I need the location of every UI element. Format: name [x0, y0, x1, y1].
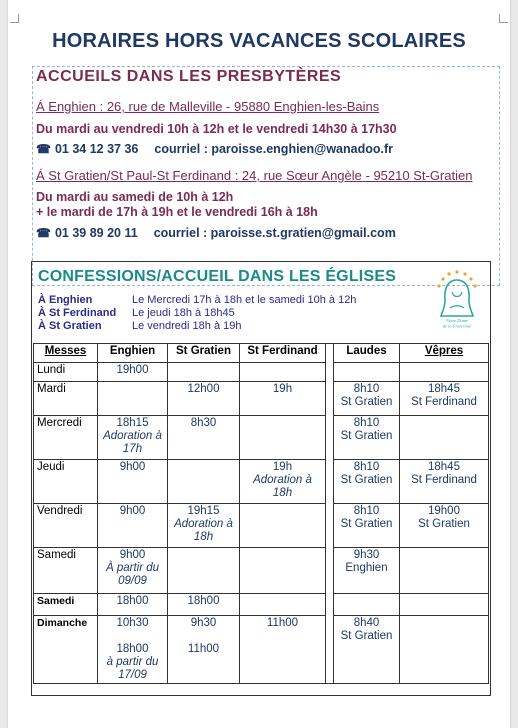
col-header-ferdinand: St Ferdinand [240, 344, 326, 363]
enghien-hours: Du mardi au vendredi 10h à 12h et le vendredi 14h30 à 17h30 [36, 122, 397, 136]
page-title: HORAIRES HORS VACANCES SCOLAIRES [52, 30, 466, 52]
gratien-address: Á St Gratien/St Paul-St Ferdinand : 24, rue Sœur Angèle - 95210 St-Gratien [36, 168, 473, 183]
gratien-hours-2: + le mardi de 17h à 19h et le vendredi 16h à 18h [36, 205, 318, 219]
table-row: Samedi 18h00 18h00 [34, 594, 489, 616]
enghien-phone: 01 34 12 37 36 [54, 142, 139, 156]
presbyteres-heading: ACCUEILS DANS LES PRESBYTÈRES [36, 68, 342, 85]
col-header-messes: Messes [34, 344, 98, 363]
table-row: Samedi 9h00 À partir du 09/09 9h30 Enghien [34, 548, 489, 594]
crop-mark-top-left [10, 14, 19, 23]
gratien-email[interactable]: courriel : paroisse.st.gratien@gmail.com [153, 226, 396, 240]
gratien-contact [36, 226, 396, 240]
svg-text:de la Fraternité: de la Fraternité [442, 323, 472, 329]
table-row: Vendredi 9h00 19h15 Adoration à 18h 8h10 St Gratien 19h00 St Gratien [34, 504, 489, 548]
col-header-enghien: Enghien [98, 344, 168, 363]
enghien-address: Á Enghien : 26, rue de Malleville - 95880 Enghien-les-Bains [36, 99, 380, 114]
svg-text:Notre Dame: Notre Dame [446, 318, 468, 323]
table-row: Lundi 19h00 [34, 363, 489, 382]
enghien-contact [36, 142, 393, 156]
col-header-gratien: St Gratien [168, 344, 240, 363]
col-header-vepres: Vêpres [400, 344, 489, 363]
table-row: Jeudi 9h00 19h Adoration à 18h 8h10 St Gratien 18h45 St Ferdinand [34, 460, 489, 504]
confession-row: À St Ferdinand Le jeudi 18h à 18h45 [38, 307, 235, 319]
table-row: Dimanche 10h30 18h00 à partir du 17/09 9h30 11h00 11h00 8h40 St Gratien [34, 616, 489, 684]
mass-schedule-table [33, 343, 489, 684]
crop-mark-top-right [499, 14, 508, 23]
col-header-laudes: Laudes [334, 344, 400, 363]
gratien-phone: 01 39 89 20 11 [54, 226, 138, 240]
table-header-row [34, 344, 489, 363]
phone-icon: ☎ [36, 142, 51, 156]
gratien-hours-1: Du mardi au samedi de 10h à 12h [36, 190, 234, 204]
table-row: Mardi 12h00 19h 8h10 St Gratien 18h45 St Ferdinand [34, 382, 489, 416]
confession-row: À St Gratien Le vendredi 18h à 19h [38, 320, 242, 332]
parish-logo [432, 268, 482, 330]
enghien-email[interactable]: courriel : paroisse.enghien@wanadoo.fr [154, 142, 393, 156]
confessions-heading: CONFESSIONS/ACCUEIL DANS LES ÉGLISES [38, 268, 397, 285]
table-row: Mercredi 18h15 Adoration à 17h 8h30 8h10 St Gratien [34, 416, 489, 460]
confession-row: À Enghien Le Mercredi 17h à 18h et le samedi 10h à 12h [38, 294, 357, 306]
phone-icon: ☎ [36, 226, 51, 240]
column-separator [326, 344, 334, 684]
